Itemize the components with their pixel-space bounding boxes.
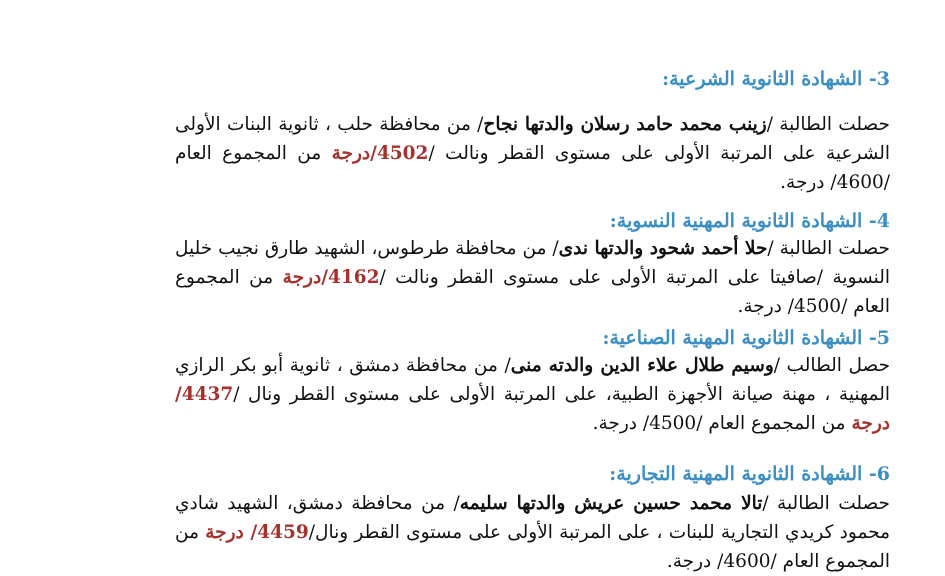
body-text: من المجموع العام /4600/ درجة. — [175, 143, 890, 193]
body-text: / من محافظة دمشق ، ثانوية أبو بكر الرازي المهنية ، مهنة صيانة الأجهزة الطبية، على المرتبة الأولى على مستوى القطر ونال / — [175, 355, 890, 405]
student-name: تالا محمد حسين عريش والدتها سليمه — [459, 493, 763, 514]
section-body — [175, 110, 890, 197]
section-heading: 5- الشهادة الثانوية المهنية الصناعية: — [602, 327, 890, 349]
section-heading: 6- الشهادة الثانوية المهنية التجارية: — [609, 463, 890, 485]
section-vocational-commercial — [175, 461, 890, 576]
student-score: 4502/درجة — [331, 143, 429, 164]
section-body — [175, 489, 890, 576]
section-vocational-women — [175, 208, 890, 321]
section-body — [175, 234, 890, 321]
body-text: / من محافظة طرطوس، الشهيد طارق نجيب خليل النسوية /صافيتا على المرتبة الأولى على مستوى القطر ونالت / — [175, 238, 890, 288]
body-text: / من محافظة دمشق، الشهيد شادي محمود كريدي التجارية للبنات ، على المرتبة الأولى على مستوى القطر ونال/ — [175, 493, 890, 543]
body-text: حصلت الطالبة / — [767, 238, 890, 259]
student-score: 4437/درجة — [175, 384, 890, 434]
section-heading: 3- الشهادة الثانوية الشرعية: — [662, 68, 890, 90]
student-name: وسيم طلال علاء الدين والدته منى — [510, 355, 774, 376]
section-body — [175, 351, 890, 438]
student-score: 4162/درجة — [282, 267, 380, 288]
body-text: حصلت الطالبة / — [762, 493, 890, 514]
body-text: من المجموع العام /4600/ درجة. — [175, 522, 890, 572]
body-text: حصل الطالب / — [773, 355, 891, 376]
body-text: حصلت الطالبة / — [766, 114, 890, 135]
student-name: حلا أحمد شحود والدتها ندى — [558, 238, 768, 259]
body-text: / من محافظة حلب ، ثانوية البنات الأولى الشرعية على المرتبة الأولى على مستوى القطر ونالت / — [175, 114, 890, 164]
section-sharia-secondary — [175, 66, 890, 197]
student-score: 4459/ درجة — [205, 522, 309, 543]
body-text: من المجموع العام /4500/ درجة. — [592, 413, 852, 434]
body-text: من المجموع العام /4500/ درجة. — [175, 267, 890, 317]
student-name: زينب محمد حامد رسلان والدتها نجاح — [483, 114, 767, 135]
section-vocational-industrial — [175, 325, 890, 438]
section-heading: 4- الشهادة الثانوية المهنية النسوية: — [609, 210, 890, 232]
